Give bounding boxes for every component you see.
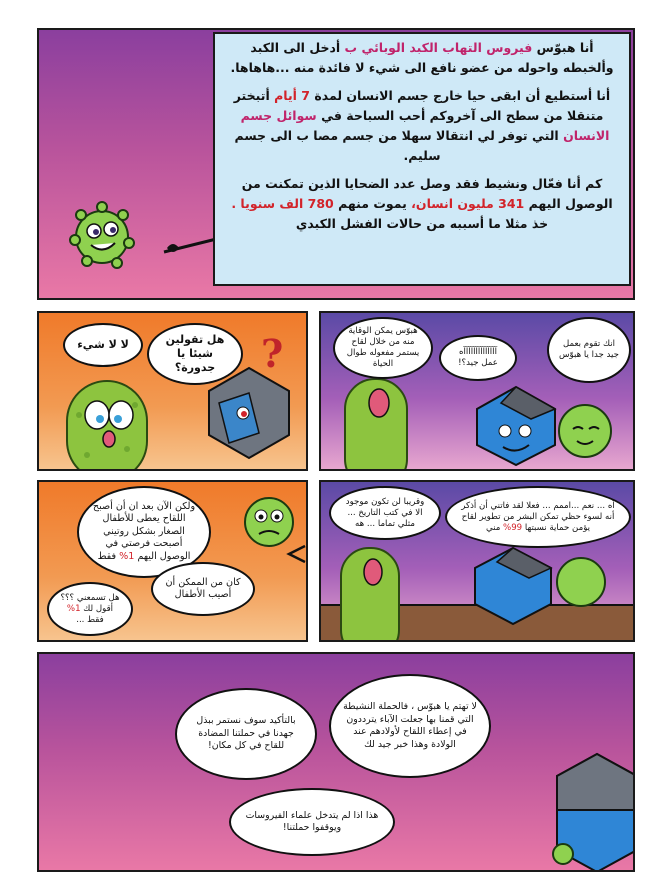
speech-text-scientists: هذا اذا لم يتدخل علماء الفيروسات ويوقفوا حملتنا! xyxy=(245,809,379,833)
speech-text-admit xyxy=(457,501,619,534)
blue-virus-character-2 xyxy=(471,544,555,628)
caption-body-fluids: سوائل جسم الانسان xyxy=(240,108,610,143)
speech-text-hear-me xyxy=(59,593,121,626)
panel-vaccine-protection xyxy=(319,480,635,642)
green-virus-character xyxy=(67,195,137,270)
green-cell-character xyxy=(57,375,167,471)
admit-end: مني xyxy=(485,522,501,533)
speech-bubble-good-job xyxy=(547,317,631,383)
panel-cell-talks xyxy=(37,311,308,471)
speech-text-vaccine-routine xyxy=(89,501,199,564)
caption-paragraph-1 xyxy=(225,38,619,78)
speech-bubble-shout xyxy=(439,335,517,381)
arrow-mark xyxy=(285,544,307,564)
hear-me-end: فقط ... xyxy=(76,614,104,625)
caption-survival-text: أنا أستطيع أن ابقى حيا خارج جسم الانسان لمدة xyxy=(314,88,611,103)
caption-victims-count: 341 مليون انسان، xyxy=(411,196,525,211)
admit-text: آه ... نعم ...اممم ... فعلا لقد فاتني أن أذكر أنه لسوء حظي تمكن البشر من تطوير لقاح يؤمن حماية نسبتها xyxy=(461,500,615,533)
caption-paragraph-3 xyxy=(225,174,619,234)
green-cell-character-2 xyxy=(339,373,419,471)
caption-victims-text: كم أنا فعّال ونشيط فقد وصل عدد الضحايا الذين تمكنت من الوصول اليهم xyxy=(241,176,613,211)
panel-intro xyxy=(37,28,635,300)
speech-text-good-job: انك تقوم بعمل جيد جدا يا هبوّس xyxy=(559,339,619,360)
panel-vaccine-children xyxy=(37,480,308,642)
caption-intro-name: أنا هبوّس xyxy=(536,40,594,55)
panel-good-job xyxy=(319,311,635,471)
speech-bubble-history xyxy=(329,486,441,540)
speech-bubble-hear-me xyxy=(47,582,133,636)
caption-deaths-count: 780 الف سنويا . xyxy=(231,196,334,211)
hear-me-percent: 1% xyxy=(66,603,81,614)
hear-me-text: هل تسمعني ؟؟؟ أقول لك xyxy=(60,592,120,614)
speech-bubble-question xyxy=(147,323,243,385)
speech-text-prevention: هبوّس يمكن الوقاية منه من خلال لقاح يستمر مفعوله طوال الحياة xyxy=(346,326,420,369)
caption-intro-rest: أدخل الى الكبد وألخبطه واحوله من عضو نافع الى شيء لا فائدة منه ...هاهاها. xyxy=(230,40,614,75)
question-mark: ? xyxy=(261,331,284,376)
speech-text-continue: بالتأكيد سوف نستمر ببذل جهدنا في حملتنا المضادة للقاح في كل مكان! xyxy=(196,715,296,752)
green-virus-character-2 xyxy=(553,399,617,463)
caption-survival-days: 7 أيام xyxy=(274,88,310,103)
speech-text-no: لا لا شيء xyxy=(77,338,129,351)
caption-virus-name: فيروس التهاب الكبد الوبائي ب xyxy=(344,40,533,55)
speech-bubble-scientists xyxy=(229,788,395,856)
speech-bubble-admit xyxy=(445,486,631,548)
blue-virus-character xyxy=(471,383,561,468)
vaccine-routine-text: ولكن الآن بعد ان أن أصبح اللقاح يعطى للأطفال الصغار بشكل روتيني أصبحت فرصتي في الوصول اليهم xyxy=(92,500,196,562)
green-virus-worried xyxy=(239,492,299,552)
speech-bubble-continue xyxy=(175,688,317,780)
speech-text-history: وقريبا لن تكون موجود الا في كتب التاريخ ... مثلي تماما ... هه xyxy=(345,496,425,529)
caption-travel-text: أتبختر متنقلا من سطح الى آخروكم أحب السباحة في xyxy=(233,88,604,123)
green-virus-character-3 xyxy=(551,552,611,612)
speech-bubble-prevention xyxy=(333,317,433,379)
vaccine-routine-percent: 1% xyxy=(119,550,135,562)
speech-bubble-no xyxy=(63,323,143,367)
speech-text-could-infect: كان من الممكن أن أصيب الأطفال xyxy=(165,576,241,600)
caption-deaths-text: يموت منهم xyxy=(338,196,407,211)
green-cell-character-3 xyxy=(335,544,405,642)
caption-liver-failure-text: خذ مثلا ما أسببه من حالات الفشل الكبدي xyxy=(295,216,549,231)
speech-bubble-campaign xyxy=(329,674,491,778)
speech-text-question: هل تقولين شيئا يا جدورة؟ xyxy=(165,333,225,374)
caption-transmission-text: التي توفر لي انتقالا سهلا من جسم مصا ب الى جسم سليم. xyxy=(234,128,559,163)
panel-anti-vaccine-campaign xyxy=(37,652,635,872)
speech-text-shout: آآآآآآآآآآآآآآه عمل جيد؟! xyxy=(458,347,498,368)
speech-bubble-could-infect xyxy=(151,562,255,616)
admit-percent: 99% xyxy=(503,522,523,533)
grey-virus-character-2 xyxy=(537,750,635,872)
caption-paragraph-2 xyxy=(225,86,619,166)
speech-text-campaign: لا تهتم يا هبوّس ، فالحملة النشيطة التي قمنا بها جعلت الآباء يترددون في إعطاء اللقاح لأولادهم عند الولادة وهذا خبر جيد لك xyxy=(343,701,477,750)
vaccine-routine-end: فقط xyxy=(97,550,117,562)
intro-caption-box xyxy=(213,32,631,286)
